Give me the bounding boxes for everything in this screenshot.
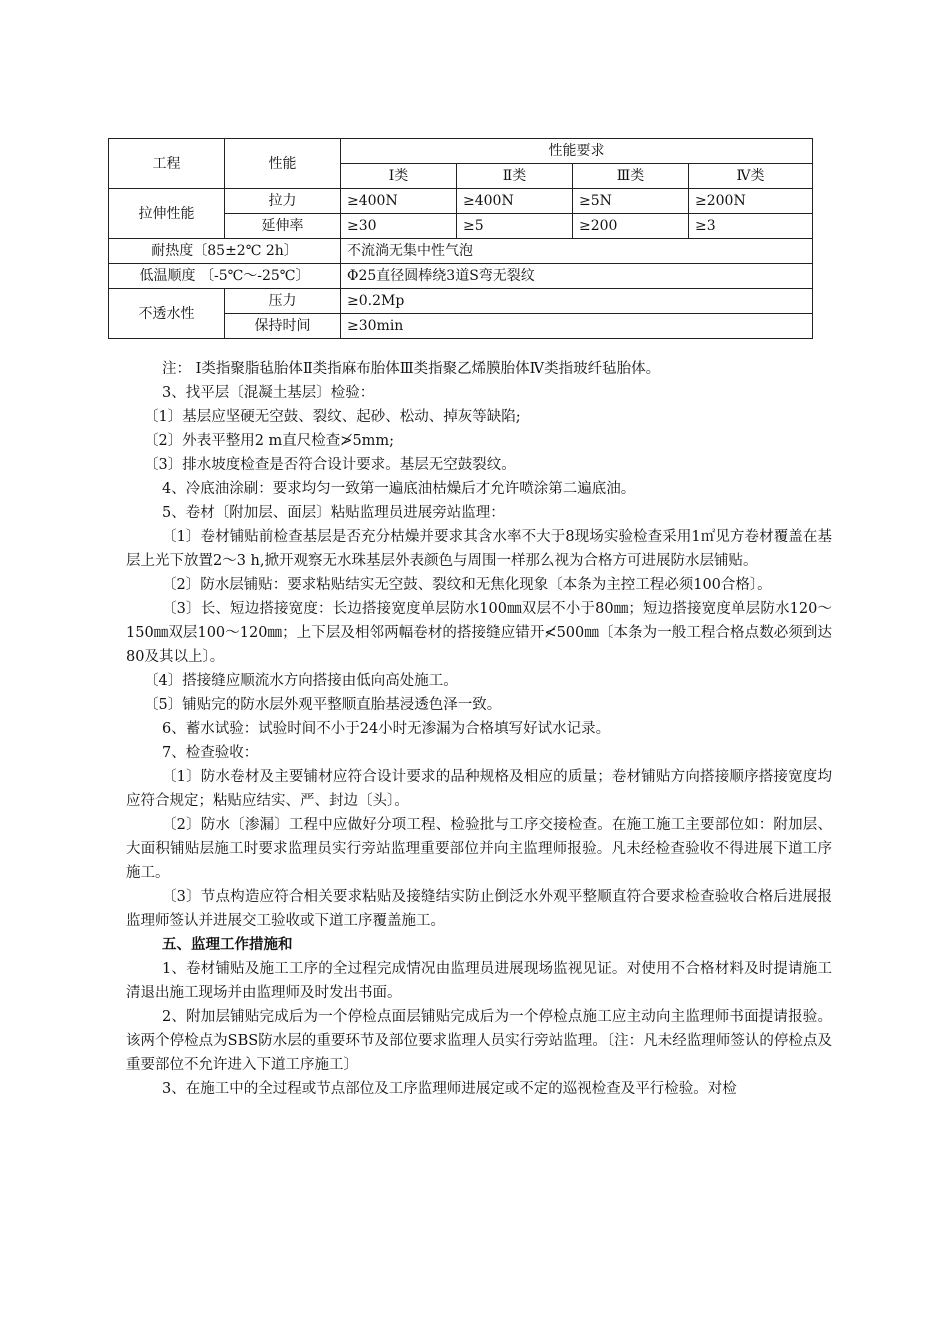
header-requirement: 性能要求 <box>341 139 813 164</box>
header-property: 性能 <box>225 139 341 189</box>
list-item: 〔1〕防水卷材及主要铺材应符合设计要求的品种规格及相应的质量；卷材铺贴方向搭接顺序搭接宽度均应符合规定；粘贴应结实、严、封边〔头〕。 <box>126 769 832 809</box>
pull-value-4: ≥200N <box>689 189 813 214</box>
list-item: 〔3〕排水坡度检查是否符合设计要求。基层无空鼓裂纹。 <box>144 457 516 473</box>
elongation-value-4: ≥3 <box>689 214 813 239</box>
header-class-3: Ⅲ类 <box>573 164 689 189</box>
table-row <box>109 289 813 314</box>
heat-resistance-value: 不流淌无集中性气泡 <box>341 239 813 264</box>
table-row <box>109 264 813 289</box>
list-item: 3、在施工中的全过程或节点部位及工序监理师进展定或不定的巡视检查及平行检验。对检 <box>162 1081 737 1097</box>
low-temp-value: Φ25直径圆棒绕3道S弯无裂纹 <box>341 264 813 289</box>
heat-resistance-label: 耐热度〔85±2℃ 2h〕 <box>109 239 341 264</box>
list-item: 〔1〕基层应坚硬无空鼓、裂纹、起砂、松动、掉灰等缺陷; <box>144 409 521 425</box>
header-class-4: Ⅳ类 <box>689 164 813 189</box>
pressure-value: ≥0.2Mp <box>341 289 813 314</box>
pull-label: 拉力 <box>225 189 341 214</box>
list-item: 2、附加层铺贴完成后为一个停检点面层铺贴完成后为一个停检点施工应主动向主监理师书面提请报验。该两个停检点为SBS防水层的重要环节及部位要求监理人员实行旁站监理。〔注：凡未经监理师签认的停检点及重要部位不允许进入下道工序施工〕 <box>126 1009 832 1073</box>
list-item: 1、卷材铺贴及施工工序的全过程完成情况由监理员进展现场监视见证。对使用不合格材料及时提请施工清退出施工现场并由监理师及时发出书面。 <box>126 961 832 1001</box>
hold-time-value: ≥30min <box>341 314 813 339</box>
section-heading: 6、蓄水试验：试验时间不小于24小时无渗漏为合格填写好试水记录。 <box>162 721 611 737</box>
elongation-label: 延伸率 <box>225 214 341 239</box>
elongation-value-1: ≥30 <box>341 214 457 239</box>
performance-table <box>108 138 813 339</box>
section-heading: 3、找平层〔混凝土基层〕检验： <box>162 385 375 401</box>
list-item: 〔1〕卷材铺贴前检查基层是否充分枯燥并要求其含水率不大于8现场实验检查采用1㎡见方卷材覆盖在基层上光下放置2～3 h,掀开观察无水珠基层外表颜色与周围一样那么视为合格方可进展防水层铺贴。 <box>126 529 832 569</box>
hold-time-label: 保持时间 <box>225 314 341 339</box>
table-header-row <box>109 139 813 164</box>
pull-value-2: ≥400N <box>457 189 573 214</box>
header-class-2: Ⅱ类 <box>457 164 573 189</box>
pull-value-1: ≥400N <box>341 189 457 214</box>
chapter-heading: 五、监理工作措施和 <box>162 936 293 953</box>
header-class-1: Ⅰ类 <box>341 164 457 189</box>
list-item: 〔3〕节点构造应符合相关要求粘贴及接缝结实防止倒泛水外观平整顺直符合要求检查验收合格后进展报监理师签认并进展交工验收或下道工序覆盖施工。 <box>126 889 832 929</box>
list-item: 〔3〕长、短边搭接宽度：长边搭接宽度单层防水100㎜双层不小于80㎜；短边搭接宽度单层防水120～150㎜双层100～120㎜；上下层及相邻两幅卷材的搭接缝应错开≮500㎜〔本条为一般工程合格点数必须到达80及其以上〕。 <box>126 601 832 665</box>
low-temp-label: 低温顺度 〔-5℃～-25℃〕 <box>109 264 341 289</box>
table-note: 注： Ⅰ类指聚脂毡胎体Ⅱ类指麻布胎体Ⅲ类指聚乙烯膜胎体Ⅳ类指玻纤毡胎体。 <box>162 361 661 377</box>
section-heading: 4、冷底油涂刷：要求均匀一致第一遍底油枯燥后才允许喷涂第二遍底油。 <box>162 481 636 497</box>
body-text <box>126 357 832 1101</box>
tensile-label: 拉伸性能 <box>109 189 225 239</box>
header-project: 工程 <box>109 139 225 189</box>
table-row <box>109 189 813 214</box>
impermeability-label: 不透水性 <box>109 289 225 339</box>
pressure-label: 压力 <box>225 289 341 314</box>
list-item: 〔2〕防水〔渗漏〕工程中应做好分项工程、检验批与工序交接检查。在施工施工主要部位如：附加层、大面积铺贴层施工时要求监理员实行旁站监理重要部位并向主监理师报验。凡未经检查验收不得进展下道工序施工。 <box>126 817 832 881</box>
list-item: 〔2〕防水层铺贴：要求粘贴结实无空鼓、裂纹和无焦化现象〔本条为主控工程必须100合格〕。 <box>162 577 772 593</box>
elongation-value-2: ≥5 <box>457 214 573 239</box>
table-row <box>109 239 813 264</box>
section-heading: 5、卷材〔附加层、面层〕粘贴监理员进展旁站监理： <box>162 505 505 521</box>
list-item: 〔2〕外表平整用2 m直尺检查≯5mm; <box>144 433 395 449</box>
section-heading: 7、检查验收： <box>162 745 259 761</box>
pull-value-3: ≥5N <box>573 189 689 214</box>
list-item: 〔5〕铺贴完的防水层外观平整顺直胎基浸透色泽一致。 <box>144 697 502 713</box>
elongation-value-3: ≥200 <box>573 214 689 239</box>
list-item: 〔4〕搭接缝应顺流水方向搭接由低向高处施工。 <box>144 673 458 689</box>
